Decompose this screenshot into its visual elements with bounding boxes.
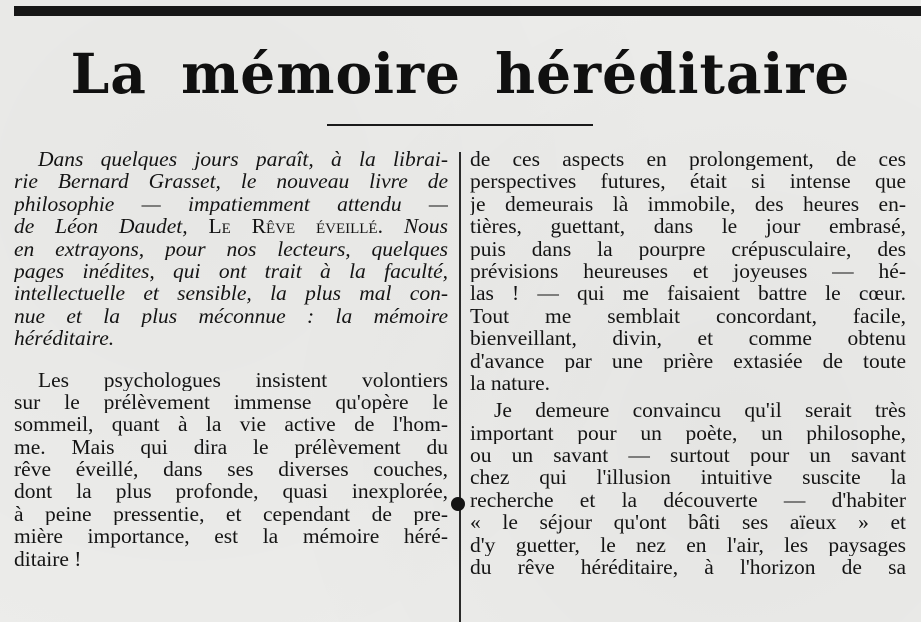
text-line: d'avance par une prière extasiée de toute (470, 349, 906, 372)
intro-line: intellectuelle et sensible, la plus mal con- (14, 282, 448, 305)
text-line: recherche et la découverte — d'habiter (470, 488, 906, 512)
intro-line: philosophie — impatiemment attendu — (14, 192, 448, 216)
article-title: La mémoire héréditaire (70, 41, 851, 106)
text-line: sur le prélèvement immense qu'opère le (14, 390, 448, 414)
text-line: tières, guettant, dans le jour embrasé, (470, 215, 906, 238)
top-rule (14, 6, 921, 16)
text-line: Les psychologues insistent volontiers (38, 368, 448, 391)
text-line: ou un savant — surtout pour un savant (470, 444, 906, 467)
intro-line-text: Nous (403, 215, 448, 238)
text-line: ditaire ! (14, 547, 82, 571)
text-line: important pour un poète, un philosophe, (470, 421, 906, 445)
text-line: prévisions heureuses et joyeuses — hé- (470, 259, 906, 283)
text-line: las ! — qui me faisaient battre le cœur. (470, 282, 906, 305)
text-line: d'y guetter, le nez en l'air, les paysages (470, 533, 906, 557)
text-line: à peine pressentie, et cependant de pre- (14, 502, 448, 526)
text-line: dont la plus profonde, quasi inexplorée, (14, 480, 448, 503)
right-column (470, 148, 906, 578)
column-divider (459, 152, 461, 622)
text-line: « le séjour qu'ont bâti ses aïeux » et (470, 511, 906, 534)
text-line: mière importance, est la mémoire héré- (14, 525, 448, 548)
text-line: Je demeure convaincu qu'il serait très (494, 399, 906, 422)
intro-line: rie Bernard Grasset, le nouveau livre de (14, 170, 448, 193)
text-line: perspectives futures, était si intense que (470, 170, 906, 193)
column-dot (451, 497, 465, 511)
intro-line: en extrayons, pour nos lecteurs, quelques (14, 237, 448, 260)
text-line: Tout me semblait concordant, facile, (470, 304, 906, 328)
intro-line (14, 215, 448, 237)
text-line: du rêve héréditaire, à l'horizon de sa (470, 556, 906, 579)
intro-line: héréditaire. (14, 327, 115, 350)
text-line: je demeurais là immobile, des heures en- (470, 192, 906, 216)
right-paragraph-2 (470, 399, 906, 578)
intro-line: nue et la plus méconnue : la mémoire (14, 304, 448, 328)
text-line: sommeil, quant à la vie active de l'hom- (14, 413, 448, 436)
article-intro (14, 148, 448, 350)
intro-line: Dans quelques jours paraît, à la librai- (38, 148, 448, 171)
text-line: me. Mais qui dira le prélèvement du (14, 435, 448, 459)
text-line: bienveillant, divin, et comme obtenu (470, 327, 906, 350)
text-line: rêve éveillé, dans ses diverses couches, (14, 458, 448, 481)
intro-line-text: de Léon Daudet, (14, 215, 188, 238)
intro-line: pages inédites, qui ont trait à la faculté, (14, 259, 448, 283)
right-paragraph-1 (470, 148, 906, 394)
text-line: chez qui l'illusion intuitive suscite la (470, 466, 906, 489)
book-title: Le Rêve éveillé. (208, 215, 383, 238)
title-rule (327, 124, 593, 126)
text-line: de ces aspects en prolongement, de ces (470, 148, 906, 171)
text-line: la nature. (470, 371, 550, 395)
text-line: puis dans la pourpre crépusculaire, des (470, 237, 906, 260)
left-paragraph (14, 369, 448, 571)
left-column (14, 148, 448, 570)
